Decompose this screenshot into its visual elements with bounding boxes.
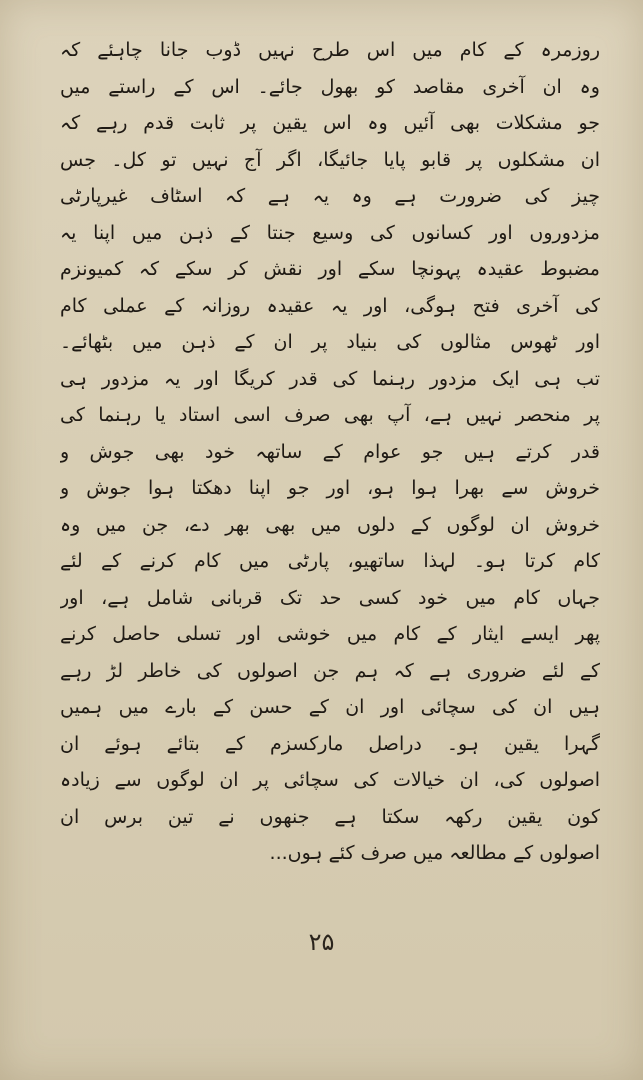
text-line-13: خروش سے بھرا ہوا ہو، اور جو اپنا دھکتا ہوا جوش و [60, 477, 600, 499]
text-line-23: اصولوں کے مطالعہ میں صرف کئے ہوں... [269, 842, 600, 864]
text-line-14: خروش ان لوگوں کے دلوں میں بھی بھر دے، جن میں وہ [60, 513, 600, 536]
text-line-8: کی آخری فتح ہوگی، اور یہ عقیدہ روزانہ کے عملی کام [60, 294, 600, 317]
text-line-7: مضبوط عقیدہ پہونچا سکے اور نقش کر سکے کہ کمیونزم [60, 258, 600, 280]
text-line-4: ان مشکلوں پر قابو پایا جائیگا، اگر آج نہیں تو کل۔ جس [60, 148, 600, 171]
text-line-10: تب ہی ایک مزدور رہنما کی قدر کریگا اور یہ مزدور ہی [60, 367, 600, 390]
text-line-11: پر منحصر نہیں ہے، آپ بھی صرف اسی استاد یا رہنما کی [60, 404, 600, 426]
text-line-3: جو مشکلات بھی آئیں وہ اس یقین پر ثابت قدم رہے کہ [60, 112, 600, 134]
body-text [60, 32, 600, 872]
text-line-21: اصولوں کی، ان خیالات کی سچائی پر ان لوگوں سے زیادہ [60, 769, 600, 791]
text-line-1: روزمرہ کے کام میں اس طرح نہیں ڈوب جانا چاہئے کہ [60, 39, 600, 61]
text-line-22: کون یقین رکھہ سکتا ہے جنھوں نے تین برس ان [60, 805, 600, 828]
text-line-12: قدر کرتے ہیں جو عوام کے ساتھہ خود بھی جوش و [60, 440, 600, 463]
text-line-19: ہیں ان کی سچائی اور ان کے حسن کے بارے میں ہمیں [60, 696, 600, 718]
text-line-6: مزدوروں اور کسانوں کی وسیع جنتا کے ذہن میں اپنا یہ [60, 221, 600, 244]
text-line-20: گہرا یقین ہو۔ دراصل مارکسزم کے بتائے ہوئے ان [60, 732, 600, 755]
text-line-16: جہاں کام میں خود کسی حد تک قربانی شامل ہے، اور [60, 586, 600, 609]
text-line-17: پھر ایسے ایثار کے کام میں خوشی اور تسلی حاصل کرنے [60, 623, 600, 645]
text-line-5: چیز کی ضرورت ہے وہ یہ ہے کہ اسٹاف غیرپارٹی [60, 185, 600, 207]
page-number: ۲۵ [308, 928, 335, 956]
text-line-15: کام کرتا ہو۔ لہذا ساتھیو، پارٹی میں کام کرنے کے لئے [60, 550, 600, 572]
text-line-2: وہ ان آخری مقاصد کو بھول جائے۔ اس کے راستے میں [60, 75, 600, 98]
text-line-9: اور ٹھوس مثالوں کی بنیاد پر ان کے ذہن میں بٹھائے۔ [60, 331, 600, 353]
text-line-18: کے لئے ضروری ہے کہ ہم جن اصولوں کی خاطر لڑ رہے [60, 659, 600, 682]
